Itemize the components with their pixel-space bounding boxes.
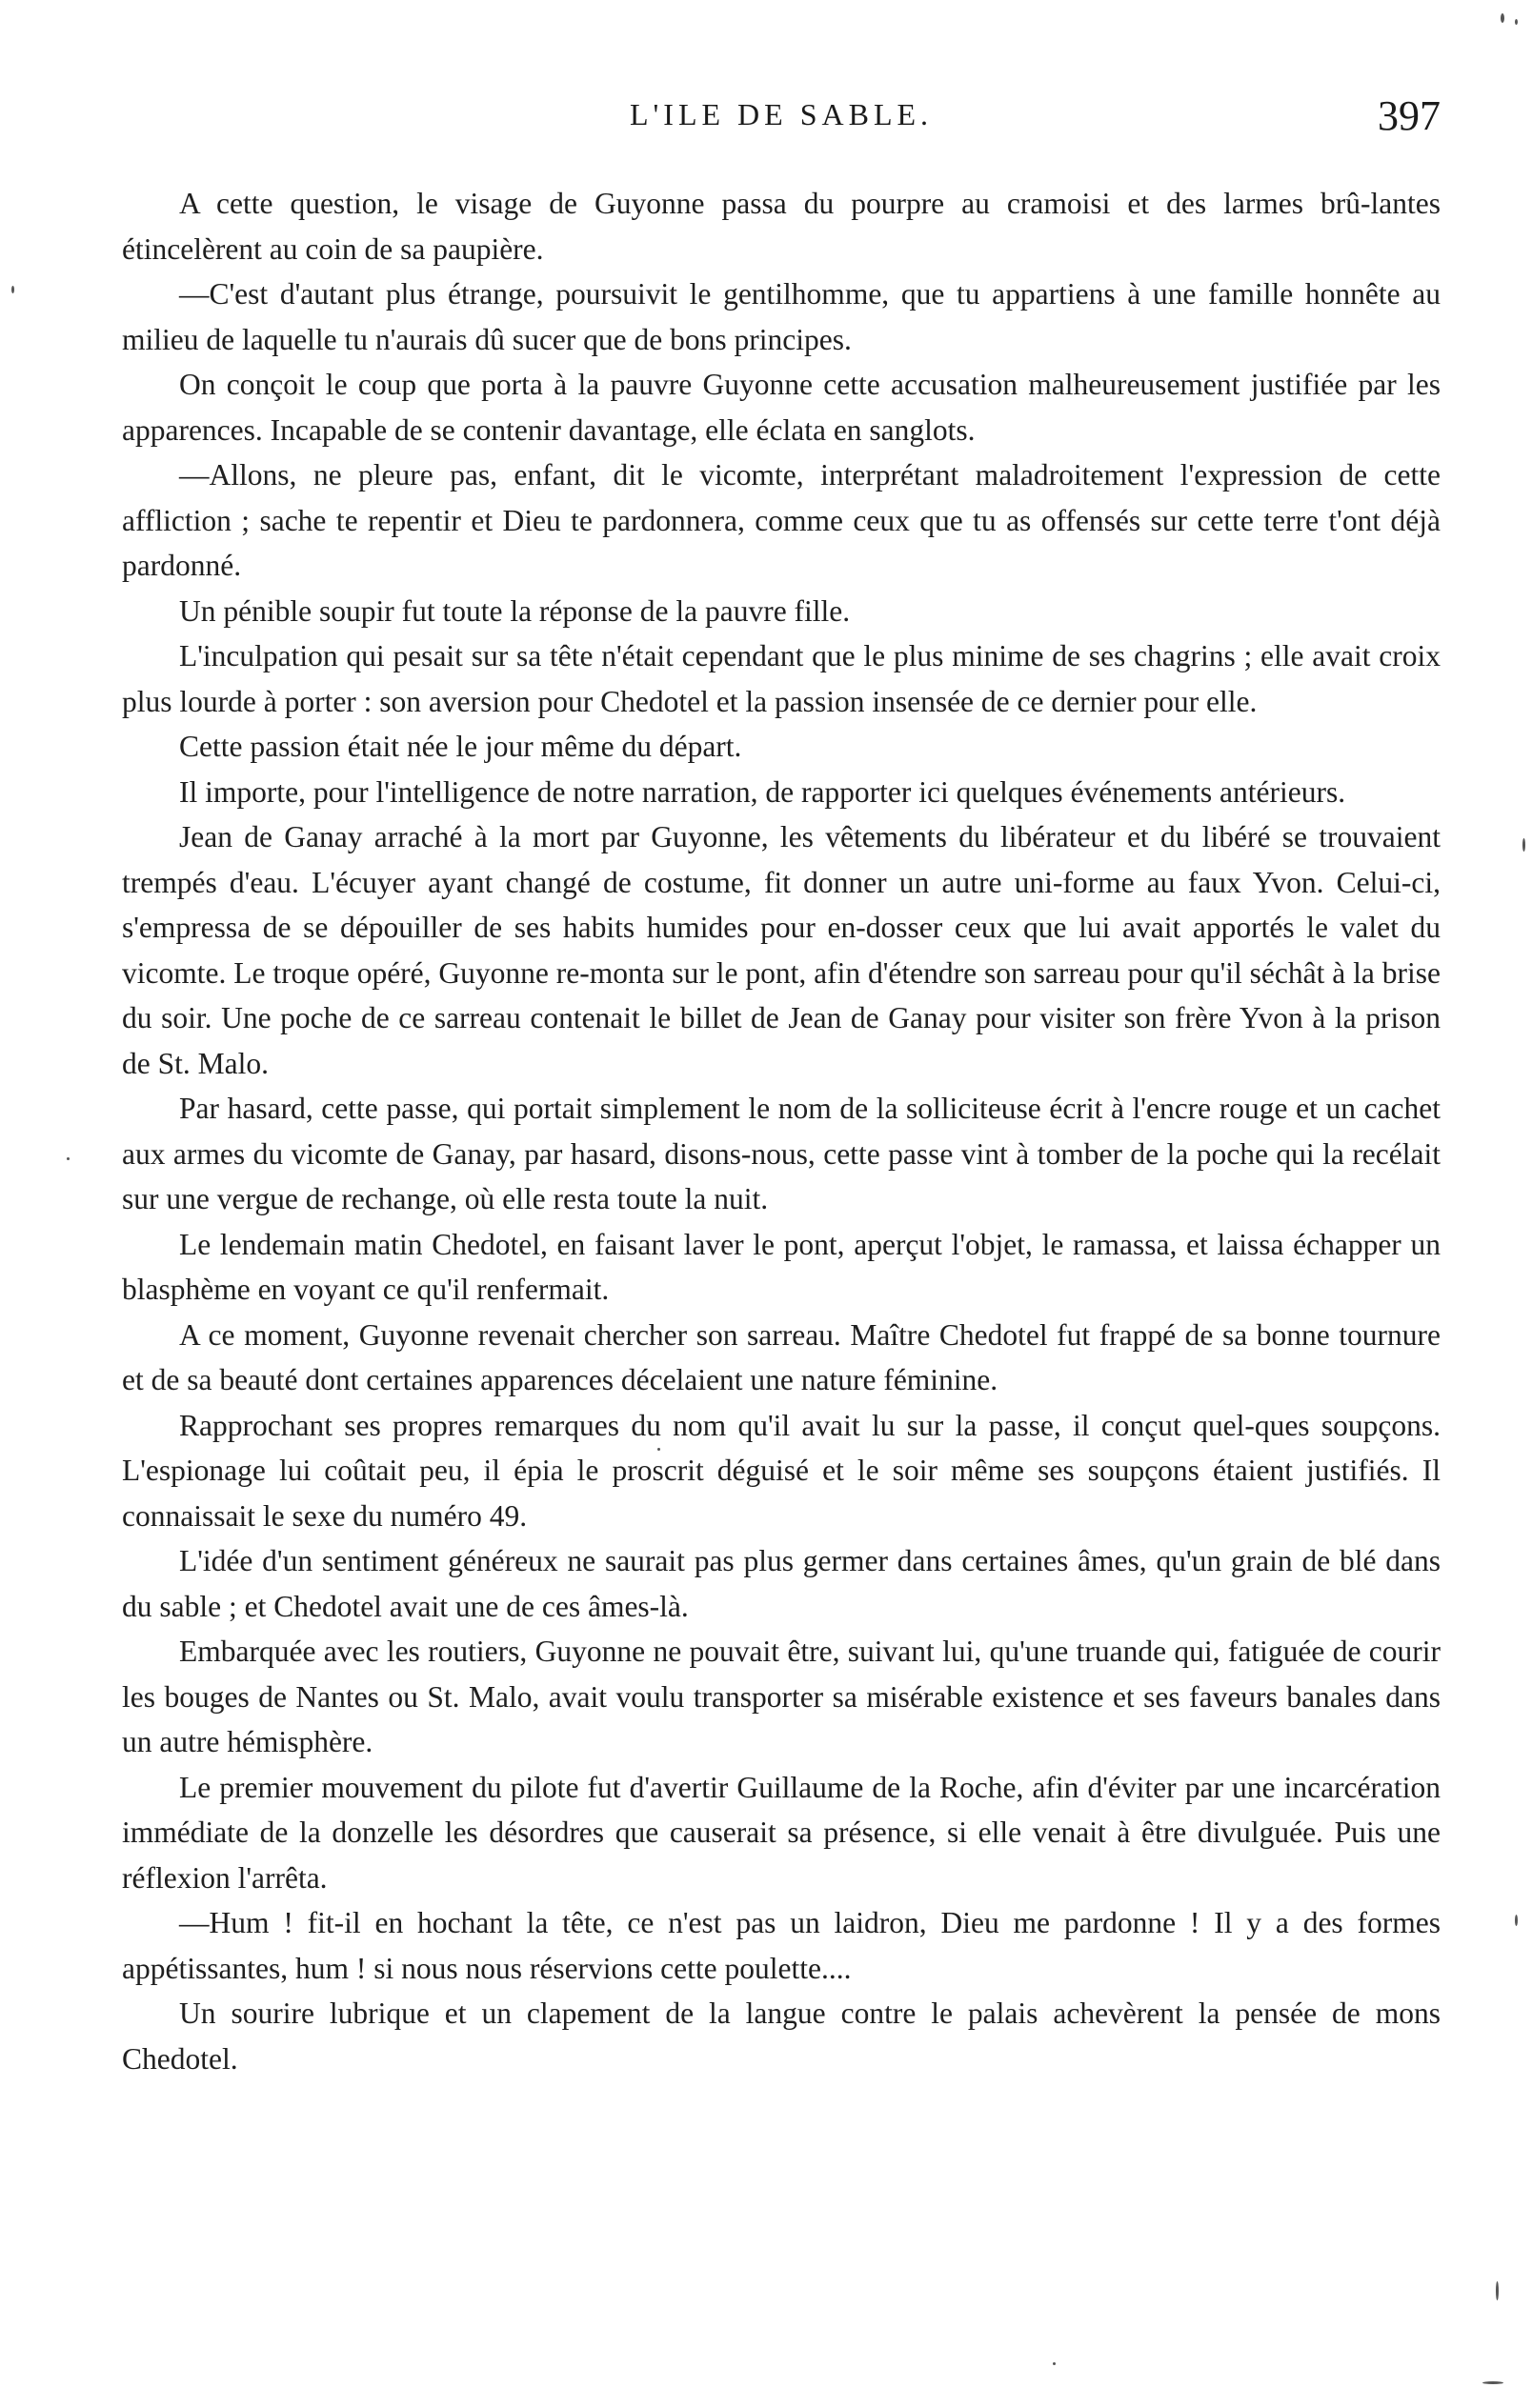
paragraph: Le lendemain matin Chedotel, en faisant laver le pont, aperçut l'objet, le ramassa, et laissa échapper un blasphème en voyant ce qu'il renfermait. xyxy=(122,1227,1441,1306)
scan-speck xyxy=(1053,2362,1056,2365)
running-title: L'ILE DE SABLE. xyxy=(629,97,934,131)
paragraph: Rapprochant ses propres remarques du nom qu'il avait lu sur la passe, il conçut quel-ques soupçons. L'espionage lui coûtait peu, il épia le proscrit déguisé et le soir même ses soupçons étaient justifiés. Il connaissait le sexe du numéro 49. xyxy=(122,1408,1441,1533)
paragraph: Par hasard, cette passe, qui portait simplement le nom de la solliciteuse écrit à l'encre rouge et un cachet aux armes du vicomte de Ganay, par hasard, disons-nous, cette passe vint à tomber de la poche qui la recélait sur une vergue de rechange, où elle resta toute la nuit. xyxy=(122,1092,1441,1215)
paragraph: —C'est d'autant plus étrange, poursuivit le gentilhomme, que tu appartiens à une famille honnête au milieu de laquelle tu n'aurais dû sucer que de bons principes. xyxy=(122,277,1441,356)
paragraph: Un sourire lubrique et un clapement de la langue contre le palais achevèrent la pensée de mons Chedotel. xyxy=(122,1997,1441,2076)
paragraph: A cette question, le visage de Guyonne passa du pourpre au cramoisi et des larmes brû-lantes étincelèrent au coin de sa paupière. xyxy=(122,187,1441,266)
scan-speck xyxy=(1515,19,1518,25)
scan-speck xyxy=(1496,2281,1499,2300)
page-number: 397 xyxy=(1378,92,1441,139)
scan-speck xyxy=(11,286,14,293)
paragraph: Le premier mouvement du pilote fut d'avertir Guillaume de la Roche, afin d'éviter par une incarcération immédiate de la donzelle les désordres que causerait sa présence, si elle venait à être divulguée. Puis une réflexion l'arrêta. xyxy=(122,1770,1441,1895)
scan-speck xyxy=(1515,1915,1518,1926)
running-header xyxy=(122,91,1441,149)
paragraph: L'idée d'un sentiment généreux ne saurait pas plus germer dans certaines âmes, qu'un grain de blé dans du sable ; et Chedotel avait une de ces âmes-là. xyxy=(122,1544,1441,1623)
scan-speck xyxy=(657,1448,660,1451)
paragraph: Cette passion était née le jour même du départ. xyxy=(179,730,742,763)
paragraph: On conçoit le coup que porta à la pauvre Guyonne cette accusation malheureusement justifiée par les apparences. Incapable de se contenir davantage, elle éclata en sanglots. xyxy=(122,368,1441,447)
paragraph: Embarquée avec les routiers, Guyonne ne pouvait être, suivant lui, qu'une truande qui, fatiguée de courir les bouges de Nantes ou St. Malo, avait voulu transporter sa misérable existence et ses faveurs banales dans un autre hémisphère. xyxy=(122,1635,1441,1758)
scan-speck xyxy=(1522,838,1525,852)
scan-speck xyxy=(67,1157,70,1160)
paragraph: L'inculpation qui pesait sur sa tête n'était cependant que le plus minime de ses chagrins ; elle avait croix plus lourde à porter : son aversion pour Chedotel et la passion insensée de ce dernier pour elle. xyxy=(122,639,1441,718)
paragraph: Il importe, pour l'intelligence de notre narration, de rapporter ici quelques événements antérieurs. xyxy=(179,774,1346,809)
paragraph: Jean de Ganay arraché à la mort par Guyonne, les vêtements du libérateur et du libéré se trouvaient trempés d'eau. L'écuyer ayant changé de costume, fit donner un autre uni-forme au faux Yvon. Celui-ci, s'empressa de se dépouiller de ses habits humides pour en-dosser ceux que lui avait apportés le valet du vicomte. Le troque opéré, Guyonne re-monta sur le pont, afin d'étendre son sarreau pour qu'il séchât à la brise du soir. Une poche de ce sarreau contenait le billet de Jean de Ganay pour visiter son frère Yvon à la prison de St. Malo. xyxy=(122,820,1441,1080)
paragraph: —Hum ! fit-il en hochant la tête, ce n'est pas un laidron, Dieu me pardonne ! Il y a des formes appétissantes, hum ! si nous nous réservions cette poulette.... xyxy=(122,1906,1441,1985)
paragraph: A ce moment, Guyonne revenait chercher son sarreau. Maître Chedotel fut frappé de sa bonne tournure et de sa beauté dont certaines apparences décelaient une nature féminine. xyxy=(122,1317,1441,1396)
paragraph: Un pénible soupir fut toute la réponse de la pauvre fille. xyxy=(179,593,851,628)
body-text xyxy=(122,181,1441,2081)
paragraph: —Allons, ne pleure pas, enfant, dit le vicomte, interprétant maladroitement l'expression de cette affliction ; sache te repentir et Dieu te pardonnera, comme ceux que tu as offensés sur cette terre t'ont déjà pardonné. xyxy=(122,458,1441,582)
scan-speck xyxy=(1482,2381,1503,2384)
scan-speck xyxy=(1501,13,1504,23)
